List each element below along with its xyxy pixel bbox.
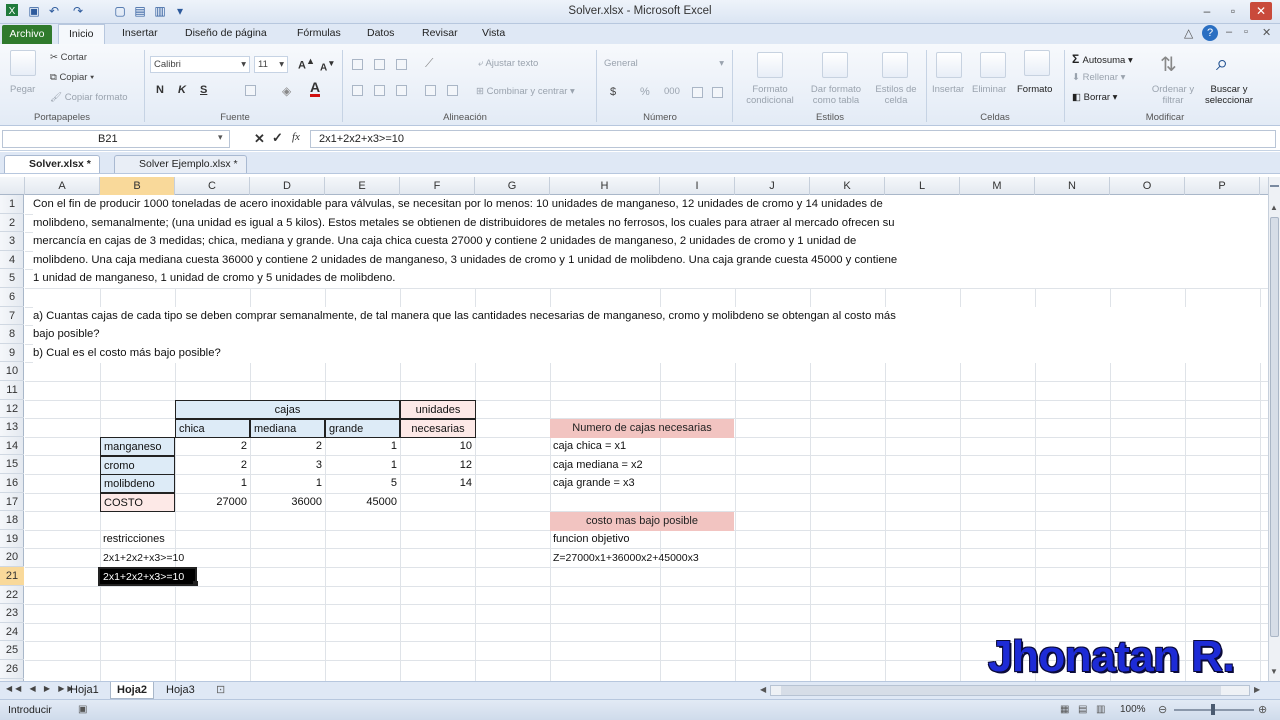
copy-button[interactable]: ⧉ Copiar ▾ — [50, 72, 95, 83]
copy-icon: ⧉ — [50, 72, 60, 83]
header-mediana[interactable]: mediana — [250, 419, 325, 438]
hscroll-right-icon[interactable]: ▶ — [1254, 685, 1261, 694]
variable-x1[interactable]: caja chica = x1 — [553, 440, 627, 453]
sort-filter-button[interactable]: Ordenar y filtrar — [1151, 84, 1195, 106]
find-select-icon[interactable]: ⌕ — [1216, 50, 1229, 75]
insert-sheet-icon[interactable]: ⊡ — [216, 684, 226, 696]
fill-color-icon[interactable]: ◈ — [282, 84, 292, 98]
row-header[interactable]: 23 — [0, 604, 24, 623]
borders-icon[interactable] — [245, 84, 256, 96]
sheet-tab-hoja1[interactable]: Hoja1 — [70, 684, 99, 696]
group-separator — [596, 50, 597, 122]
header-necesarias[interactable]: necesarias — [400, 419, 476, 438]
cell-value[interactable]: 1 — [390, 440, 397, 453]
group-label-font: Fuente — [220, 112, 250, 123]
increase-decimal-icon[interactable] — [692, 86, 703, 98]
group-separator — [342, 50, 343, 122]
column-header[interactable]: N — [1035, 177, 1110, 195]
header-chica[interactable]: chica — [175, 419, 250, 438]
title-bar — [0, 0, 1280, 24]
orientation-icon[interactable]: ⟋ — [425, 56, 434, 70]
row-header[interactable]: 2 — [0, 214, 24, 233]
row-header[interactable]: 8 — [0, 325, 24, 344]
row-header[interactable]: 17 — [0, 493, 24, 512]
gridline — [25, 288, 1268, 289]
column-header[interactable]: H — [550, 177, 660, 195]
author-watermark: Jhonatan R. — [988, 632, 1235, 681]
cell-value[interactable]: 12 — [459, 458, 472, 471]
cell-value[interactable]: 10 — [459, 440, 472, 453]
insert-cells-button[interactable]: Insertar — [932, 84, 965, 95]
align-right-icon[interactable] — [396, 84, 407, 96]
gridline — [25, 381, 1268, 382]
minimize-button[interactable]: – — [1203, 4, 1211, 18]
row-header[interactable]: 13 — [0, 418, 24, 437]
workbook-tab-solver[interactable]: Solver.xlsx * — [4, 155, 100, 173]
cost-value[interactable]: 45000 — [366, 496, 397, 508]
cell-value[interactable]: 1 — [390, 458, 397, 471]
question-block — [33, 307, 1268, 363]
align-middle-icon[interactable] — [374, 58, 385, 70]
problem-line: molibdeno, semanalmente; (una unidad es igual a 5 kilos). Estos metales se obtienen de distribuidores de metales no ferrosos, los cuales para atraer al mercado ofrecen su — [33, 216, 895, 229]
format-painter-icon: 🖌 — [50, 92, 65, 103]
format-as-table-button[interactable]: Dar formato como tabla — [810, 84, 862, 106]
row-header[interactable]: 3 — [0, 232, 24, 251]
currency-button[interactable]: $ — [610, 86, 617, 98]
number-format-select[interactable]: General ▾ — [604, 58, 724, 69]
variable-x3[interactable]: caja grande = x3 — [553, 477, 635, 490]
row-label-molibdeno[interactable]: molibdeno — [100, 474, 175, 493]
row-header[interactable]: 18 — [0, 511, 24, 530]
format-painter-label: Copiar formato — [64, 92, 128, 103]
status-bar — [0, 699, 1280, 720]
column-header[interactable]: P — [1185, 177, 1260, 195]
restricciones-label[interactable]: restricciones — [103, 533, 165, 545]
group-label-cells: Celdas — [980, 112, 1010, 123]
group-separator — [732, 50, 733, 122]
column-header[interactable]: L — [885, 177, 960, 195]
row-header[interactable]: 21 — [0, 567, 24, 586]
problem-line: molibdeno. Una caja mediana cuesta 36000 y contiene 2 unidades de manganeso, 3 unidades de cromo y 1 unidad de molibdeno. Una caja grande cuesta 45000 y contiene — [33, 253, 898, 266]
conditional-format-button[interactable]: Formato condicional — [746, 84, 794, 106]
split-box[interactable] — [1270, 185, 1279, 187]
doc-minimize-icon[interactable]: – — [1226, 26, 1233, 38]
sheet-grid[interactable] — [25, 195, 1268, 681]
autosum-button[interactable]: Σ Autosuma ▾ — [1072, 52, 1133, 66]
align-left-icon[interactable] — [352, 84, 363, 96]
row-header[interactable]: 10 — [0, 362, 24, 381]
enter-check-icon[interactable]: ✓ — [272, 130, 283, 145]
row-header[interactable]: 25 — [0, 641, 24, 660]
formula-bar — [0, 127, 1280, 151]
hscroll-thumb[interactable] — [781, 686, 1221, 695]
number-format-value: General — [604, 58, 638, 69]
hscroll-left-icon[interactable]: ◀ — [760, 685, 767, 694]
scroll-thumb[interactable] — [1270, 217, 1279, 637]
sheet-nav-icon[interactable]: ◀◀ ◀ ▶ ▶▶ — [6, 684, 77, 693]
page-layout-icon[interactable]: ▤ — [1078, 704, 1088, 715]
formula-input[interactable]: 2x1+2x2+x3>=10 — [310, 130, 1276, 148]
cell-value[interactable]: 1 — [315, 477, 322, 490]
doc-close-icon[interactable]: ✕ — [1262, 27, 1272, 39]
group-label-alignment: Alineación — [443, 112, 487, 123]
tab-inicio[interactable]: Inicio — [58, 24, 105, 44]
header-cajas[interactable]: cajas — [175, 400, 400, 419]
cell-value[interactable]: 2 — [240, 440, 247, 453]
fill-label: Rellenar — [1082, 72, 1118, 83]
sheet-tab-hoja3[interactable]: Hoja3 — [166, 684, 195, 696]
insert-function-icon[interactable]: fx — [292, 131, 300, 143]
group-separator — [926, 50, 927, 122]
eraser-icon: ◧ — [1072, 92, 1084, 103]
tab-diseno-pagina[interactable]: Diseño de página — [185, 27, 267, 39]
increase-indent-icon[interactable] — [447, 84, 458, 96]
group-label-number: Número — [643, 112, 677, 123]
column-header[interactable]: J — [735, 177, 810, 195]
tab-datos[interactable]: Datos — [367, 27, 395, 39]
font-size-select[interactable]: 11 ▾ — [254, 56, 288, 73]
customize-toolbar-icon[interactable]: ▾ — [176, 4, 184, 18]
tab-revisar[interactable]: Revisar — [422, 27, 458, 39]
constraint-cell[interactable]: 2x1+2x2+x3>=10 — [103, 551, 185, 564]
row-header[interactable]: 9 — [0, 344, 24, 363]
group-label-clipboard: Portapapeles — [34, 112, 90, 123]
thousands-button[interactable]: 000 — [664, 86, 680, 97]
gridline — [25, 623, 1268, 624]
close-button[interactable]: ✕ — [1250, 2, 1272, 20]
group-label-editing: Modificar — [1145, 112, 1185, 123]
question-line: a) Cuantas cajas de cada tipo se deben comprar semanalmente, de tal manera que las cantidades necesarias de manganeso, cromo y molibdeno se obtengan al costo más — [33, 309, 896, 322]
question-line: bajo posible? — [33, 328, 100, 341]
cut-button[interactable] — [50, 52, 87, 63]
shrink-font-button[interactable]: A▼ — [320, 58, 336, 74]
copy-label: Copiar — [59, 72, 88, 83]
horizontal-scrollbar[interactable] — [770, 685, 1250, 696]
gridline — [25, 586, 1268, 587]
row-header[interactable]: 4 — [0, 251, 24, 270]
cell-value[interactable]: 5 — [390, 477, 397, 490]
column-header[interactable]: B — [100, 177, 175, 195]
funcion-objetivo-label[interactable]: funcion objetivo — [553, 533, 630, 546]
workbook-tabs — [0, 152, 1280, 174]
merge-center-button[interactable]: ⊞ Combinar y centrar ▾ — [476, 86, 575, 97]
status-mode: Introducir — [8, 704, 52, 716]
row-header[interactable]: 1 — [0, 195, 24, 214]
paste-icon[interactable] — [10, 50, 36, 76]
font-name-value: Calibri — [154, 59, 181, 70]
group-label-styles: Estilos — [816, 112, 844, 123]
cell-value[interactable]: 3 — [315, 458, 322, 471]
clear-label: Borrar — [1083, 92, 1111, 103]
cut-icon: ✂ — [50, 52, 61, 63]
delete-cells-icon[interactable] — [980, 52, 1006, 78]
row-label-manganeso[interactable]: manganeso — [100, 437, 175, 456]
sort-filter-icon[interactable]: ⇅ — [1160, 54, 1177, 76]
column-headers — [0, 177, 1268, 195]
fill-handle[interactable] — [193, 581, 198, 586]
font-name-select[interactable]: Calibri ▾ — [150, 56, 250, 73]
tab-insertar[interactable]: Insertar — [122, 27, 158, 39]
tab-formulas[interactable]: Fórmulas — [297, 27, 341, 39]
row-header[interactable]: 6 — [0, 288, 24, 307]
variable-x2[interactable]: caja mediana = x2 — [553, 458, 643, 471]
new-file-icon[interactable]: ▢ — [114, 4, 126, 18]
column-header[interactable]: A — [25, 177, 100, 195]
name-box-dropdown-icon[interactable]: ▾ — [218, 132, 223, 142]
open-file-icon[interactable]: ▤ — [134, 4, 146, 18]
cell-styles-icon[interactable] — [882, 52, 908, 78]
active-cell-b21[interactable]: 2x1+2x2+x3>=10 — [98, 567, 197, 586]
row-headers — [0, 195, 24, 681]
paste-button[interactable]: Pegar — [10, 84, 36, 95]
header-costo-bajo[interactable]: costo mas bajo posible — [550, 512, 734, 531]
ribbon-tabs — [0, 24, 1280, 44]
group-separator — [144, 50, 145, 122]
clear-button[interactable]: ◧ Borrar ▾ — [1072, 92, 1118, 103]
column-header[interactable]: M — [960, 177, 1035, 195]
name-box[interactable]: B21 — [2, 130, 230, 148]
row-header[interactable]: 20 — [0, 548, 24, 567]
question-line: b) Cual es el costo más bajo posible? — [33, 346, 221, 359]
column-header[interactable]: D — [250, 177, 325, 195]
font-size-value: 11 — [258, 59, 268, 70]
save-icon[interactable]: ▣ — [28, 4, 40, 18]
page-break-icon[interactable]: ▥ — [1096, 704, 1106, 715]
column-header[interactable]: G — [475, 177, 550, 195]
cell-styles-button[interactable]: Estilos de celda — [875, 84, 917, 106]
objective-function[interactable]: Z=27000x1+36000x2+45000x3 — [553, 551, 699, 564]
column-header[interactable]: O — [1110, 177, 1185, 195]
merge-center-label: Combinar y centrar — [486, 86, 568, 97]
row-header[interactable]: 14 — [0, 437, 24, 456]
underline-button[interactable]: S — [200, 84, 208, 96]
decrease-indent-icon[interactable] — [425, 84, 436, 96]
problem-line: Con el fin de producir 1000 toneladas de acero inoxidable para válvulas, se necesitan por lo menos: 10 unidades de manganeso, 12 unidades de cromo y 14 unidades de — [33, 198, 883, 210]
row-header[interactable]: 26 — [0, 660, 24, 679]
format-as-table-icon[interactable] — [822, 52, 848, 78]
problem-line: 1 unidad de manganeso, 1 unidad de cromo y 5 unidades de molibdeno. — [33, 272, 396, 285]
fill-button[interactable]: ⬇ Rellenar ▾ — [1072, 72, 1126, 83]
column-header[interactable]: E — [325, 177, 400, 195]
cell-value[interactable]: 2 — [240, 458, 247, 471]
normal-view-icon[interactable]: ▦ — [1060, 704, 1070, 715]
row-header[interactable]: 11 — [0, 381, 24, 400]
row-header[interactable]: 15 — [0, 455, 24, 474]
format-cells-button[interactable]: Formato — [1017, 84, 1053, 95]
maximize-button[interactable]: ▫ — [1230, 4, 1236, 18]
tab-archivo[interactable]: Archivo — [2, 25, 52, 44]
redo-icon[interactable]: ↷ — [72, 4, 84, 18]
conditional-format-icon[interactable] — [757, 52, 783, 78]
row-header[interactable]: 22 — [0, 586, 24, 605]
row-label-costo[interactable]: COSTO — [100, 493, 175, 512]
vertical-scrollbar[interactable] — [1268, 177, 1280, 681]
cost-value[interactable]: 27000 — [216, 496, 247, 508]
group-separator — [1064, 50, 1065, 122]
percent-button[interactable]: % — [640, 86, 650, 98]
wrap-text-button[interactable] — [478, 58, 538, 69]
zoom-level[interactable]: 100% — [1120, 704, 1146, 715]
header-grande[interactable]: grande — [325, 419, 400, 438]
align-bottom-icon[interactable] — [396, 58, 407, 70]
scroll-up-icon[interactable]: ▲ — [1270, 203, 1278, 212]
wrap-text-label: Ajustar texto — [485, 58, 539, 69]
help-icon[interactable]: ? — [1202, 25, 1218, 41]
bold-button[interactable]: N — [156, 84, 164, 96]
row-header[interactable]: 7 — [0, 307, 24, 326]
zoom-out-icon[interactable]: ⊖ — [1158, 704, 1168, 716]
column-header[interactable]: C — [175, 177, 250, 195]
cost-value[interactable]: 36000 — [291, 496, 322, 508]
select-all-corner[interactable] — [0, 177, 25, 195]
macro-record-icon[interactable]: ▣ — [78, 704, 88, 715]
header-numero-cajas[interactable]: Numero de cajas necesarias — [550, 419, 734, 438]
problem-line: mercancía en cajas de 3 medidas; chica, mediana y grande. Una caja chica cuesta 27000 y contiene 2 unidades de manganeso, 2 unidades de cromo y 1 unidad de — [33, 235, 857, 248]
sheet-tab-hoja2[interactable]: Hoja2 — [110, 682, 154, 699]
italic-button[interactable]: K — [178, 84, 186, 96]
decrease-decimal-icon[interactable] — [712, 86, 723, 98]
column-header[interactable]: F — [400, 177, 475, 195]
grow-font-button[interactable]: A▲ — [298, 56, 316, 72]
row-header[interactable]: 19 — [0, 530, 24, 549]
format-painter-button[interactable] — [50, 92, 128, 103]
row-header[interactable]: 5 — [0, 269, 24, 288]
workbook-tab-solver-ejemplo[interactable]: Solver Ejemplo.xlsx * — [114, 155, 247, 173]
zoom-in-icon[interactable]: ⊕ — [1258, 704, 1268, 716]
cell-value[interactable]: 14 — [459, 477, 472, 490]
wrap-text-icon: ⤶ — [478, 58, 486, 69]
doc-restore-icon[interactable]: ▫ — [1244, 26, 1248, 38]
scroll-down-icon[interactable]: ▼ — [1270, 667, 1278, 676]
zoom-slider-thumb[interactable] — [1211, 704, 1215, 715]
cell-value[interactable]: 2 — [315, 440, 322, 453]
problem-text-block — [33, 195, 1268, 288]
sheet-tab-bar — [0, 681, 1280, 699]
autosum-label: Autosuma — [1082, 55, 1126, 66]
print-icon[interactable]: ▥ — [154, 4, 166, 18]
row-header[interactable]: 12 — [0, 400, 24, 419]
ribbon-minimize-icon[interactable]: △ — [1184, 26, 1194, 40]
fill-icon: ⬇ — [1072, 72, 1083, 83]
insert-cells-icon[interactable] — [936, 52, 962, 78]
tab-vista[interactable]: Vista — [482, 27, 506, 39]
row-label-cromo[interactable]: cromo — [100, 456, 175, 475]
font-color-icon[interactable]: A — [310, 79, 321, 95]
header-unidades[interactable]: unidades — [400, 400, 476, 419]
cell-value[interactable]: 1 — [240, 477, 247, 490]
delete-cells-button[interactable]: Eliminar — [972, 84, 1007, 95]
column-header[interactable]: K — [810, 177, 885, 195]
align-top-icon[interactable] — [352, 58, 363, 70]
undo-icon[interactable]: ↶ — [48, 4, 60, 18]
row-header[interactable]: 16 — [0, 474, 24, 493]
svg-text:X: X — [8, 6, 16, 17]
merge-center-icon: ⊞ — [476, 86, 487, 97]
align-center-icon[interactable] — [374, 84, 385, 96]
cut-label: Cortar — [60, 52, 88, 63]
format-cells-icon[interactable] — [1024, 50, 1050, 76]
find-select-button[interactable]: Buscar y seleccionar — [1204, 84, 1254, 106]
row-header[interactable]: 24 — [0, 623, 24, 642]
window-title: Solver.xlsx - Microsoft Excel — [568, 5, 712, 17]
gridline — [25, 604, 1268, 605]
column-header[interactable]: I — [660, 177, 735, 195]
sigma-icon: Σ — [1072, 52, 1083, 66]
cancel-entry-icon[interactable]: ✕ — [254, 131, 265, 146]
